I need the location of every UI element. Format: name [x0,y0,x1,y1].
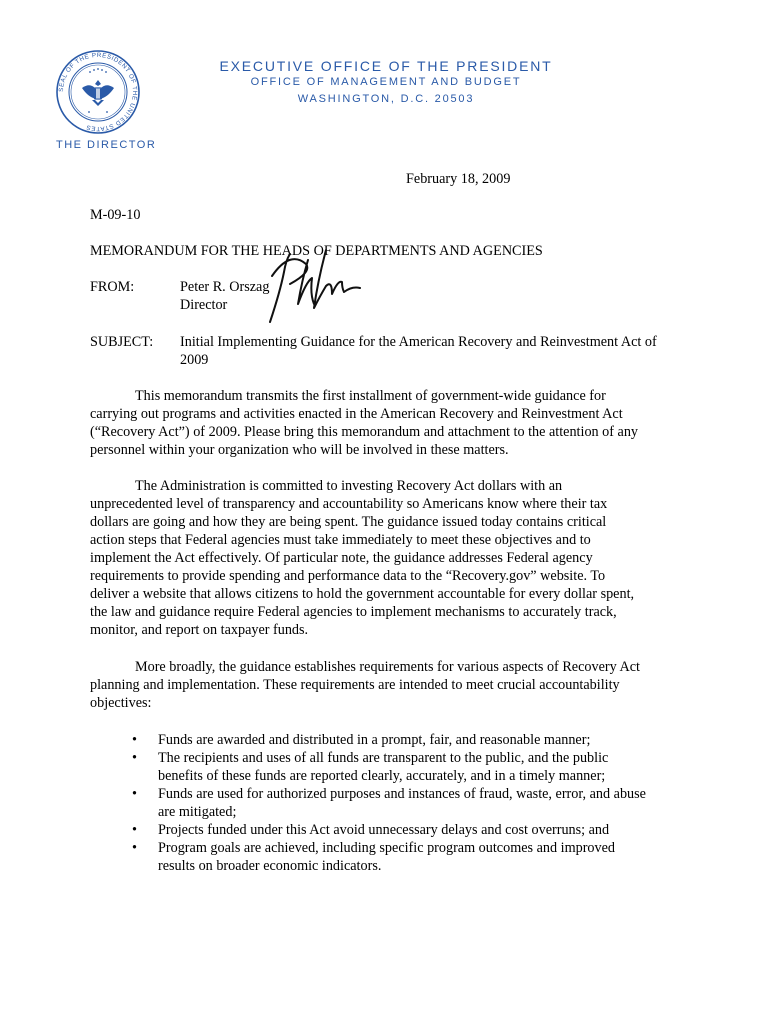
bullet-icon: • [132,750,137,766]
memo-addressee: MEMORANDUM FOR THE HEADS OF DEPARTMENTS AND AGENCIES [90,243,543,259]
bullet-icon: • [132,786,137,802]
signature-icon [252,246,372,332]
seal-text: SEAL OF THE PRESIDENT OF THE UNITED STATES [57,51,139,133]
subject-label: SUBJECT: [90,334,154,350]
bullet-icon: • [132,840,137,856]
list-item-line: are mitigated; [158,804,237,820]
list-item [132,731,692,749]
memo-number: M-09-10 [90,207,141,223]
paragraph-line: unprecedented level of transparency and accountability so Americans know where their tax [90,496,608,512]
paragraph-line: (“Recovery Act”) of 2009. Please bring this memorandum and attachment to the attention of any [90,424,639,440]
paragraph-line: requirements to provide spending and performance data to the “Recovery.gov” website. To [90,568,606,584]
list-item-line: Funds are awarded and distributed in a prompt, fair, and reasonable manner; [158,732,591,748]
list-item-line: Program goals are achieved, including specific program outcomes and improved [158,840,616,856]
paragraph-line: objectives: [90,695,152,711]
paragraph-line: implement the Act effectively. Of particular note, the guidance addresses Federal agency [90,550,593,566]
bullet-icon: • [132,822,137,838]
paragraph-line: More broadly, the guidance establishes requirements for various aspects of Recovery Act [135,659,640,675]
director-label: THE DIRECTOR [56,139,157,151]
from-name: Peter R. Orszag [180,279,270,295]
letterhead-line-3: WASHINGTON, D.C. 20503 [297,93,475,105]
from-label: FROM: [90,279,135,295]
paragraph-line: deliver a website that allows citizens to hold the government accountable for every dollar spent, [90,586,635,602]
paragraph-line: This memorandum transmits the first installment of government-wide guidance for [135,388,606,404]
body-paragraph-1 [90,387,690,459]
presidential-seal-icon [56,50,140,134]
list-item-line: Projects funded under this Act avoid unnecessary delays and cost overruns; and [158,822,610,838]
paragraph-line: the law and guidance require Federal agencies to implement mechanisms to accurately track, [90,604,617,620]
objectives-list [132,731,692,875]
list-item-line: The recipients and uses of all funds are transparent to the public, and the public [158,750,609,766]
from-title: Director [180,297,228,313]
list-item [132,839,692,875]
letterhead-line-2: OFFICE OF MANAGEMENT AND BUDGET [250,76,522,88]
paragraph-line: personnel within your organization who will be involved in these matters. [90,442,509,458]
paragraph-line: action steps that Federal agencies must take immediately to meet these objectives and to [90,532,591,548]
list-item [132,785,692,821]
letterhead-line-1: EXECUTIVE OFFICE OF THE PRESIDENT [219,58,553,74]
list-item-line: results on broader economic indicators. [158,858,382,874]
list-item [132,821,692,839]
paragraph-line: carrying out programs and activities enacted in the American Recovery and Reinvestment Act [90,406,623,422]
paragraph-line: monitor, and report on taxpayer funds. [90,622,309,638]
bullet-icon: • [132,732,137,748]
body-paragraph-3 [90,658,690,712]
list-item-line: Funds are used for authorized purposes and instances of fraud, waste, error, and abuse [158,786,646,802]
list-item-line: benefits of these funds are reported clearly, accurately, and in a timely manner; [158,768,606,784]
paragraph-line: dollars are going and how they are being spent. The guidance issued today contains critical [90,514,607,530]
body-paragraph-2 [90,477,690,639]
paragraph-line: The Administration is committed to investing Recovery Act dollars with an [135,478,563,494]
subject-text: Initial Implementing Guidance for the American Recovery and Reinvestment Act of 2009 [180,334,657,368]
paragraph-line: planning and implementation. These requirements are intended to meet crucial accountability [90,677,620,693]
list-item [132,749,692,785]
memo-date: February 18, 2009 [406,171,511,187]
